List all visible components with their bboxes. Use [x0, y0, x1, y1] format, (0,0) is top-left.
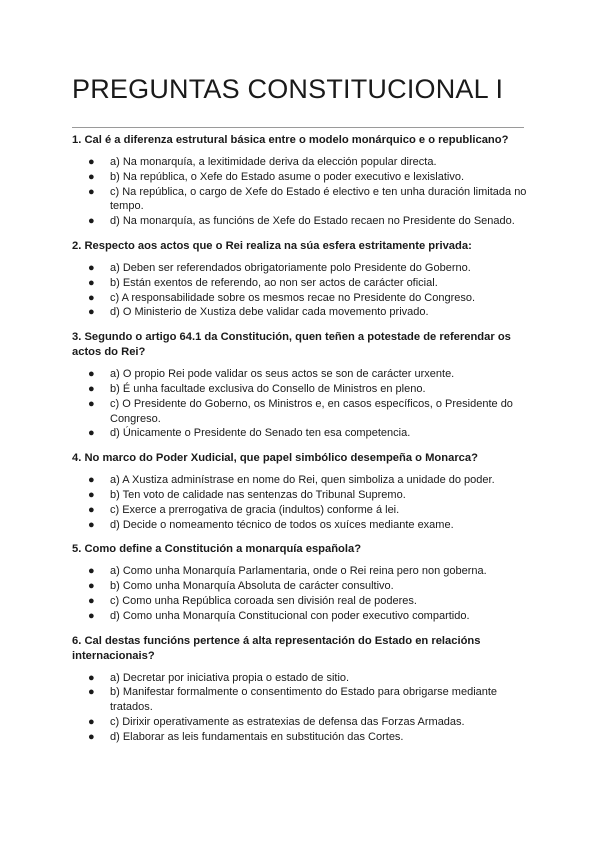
answer-option — [72, 155, 528, 170]
bullet-icon: ● — [88, 580, 95, 593]
bullet-icon: ● — [88, 368, 95, 381]
bullet-icon: ● — [88, 594, 95, 607]
option-list — [72, 367, 528, 441]
bullet-icon: ● — [88, 382, 95, 395]
answer-option — [72, 564, 528, 579]
answer-option — [72, 170, 528, 185]
question-text: 4. No marco do Poder Xudicial, que papel simbólico desempeña o Monarca? — [72, 452, 478, 465]
page-title: PREGUNTAS CONSTITUCIONAL I — [72, 74, 504, 104]
bullet-icon: ● — [88, 715, 95, 728]
bullet-icon: ● — [88, 261, 95, 274]
bullet-icon: ● — [88, 306, 95, 319]
option-list — [72, 155, 528, 229]
option-list — [72, 261, 528, 320]
answer-option — [72, 473, 528, 488]
bullet-icon: ● — [88, 156, 95, 168]
answer-option — [72, 261, 528, 276]
option-text: b) Manifestar formalmente o consentimento do Estado para obrigarse mediante tratados. — [110, 686, 498, 714]
answer-option — [72, 730, 528, 745]
bullet-icon: ● — [88, 730, 95, 743]
option-text: c) Exerce a prerrogativa de gracia (indultos) conforme á lei. — [110, 503, 400, 516]
answer-option — [72, 671, 528, 686]
bullet-icon: ● — [88, 276, 95, 289]
option-text: a) Deben ser referendados obrigatoriamente polo Presidente do Goberno. — [110, 261, 471, 274]
bullet-icon: ● — [88, 427, 95, 440]
option-text: d) Na monarquía, as funcións de Xefe do Estado recaen no Presidente do Senado. — [110, 215, 515, 228]
option-list — [72, 564, 528, 623]
option-text: b) Ten voto de calidade nas sentenzas do Tribunal Supremo. — [110, 488, 406, 501]
option-list — [72, 671, 528, 745]
option-text: c) Dirixir operativamente as estratexias de defensa das Forzas Armadas. — [110, 715, 465, 728]
bullet-icon: ● — [88, 185, 95, 198]
option-text: c) A responsabilidade sobre os mesmos recae no Presidente do Congreso. — [110, 291, 476, 304]
bullet-icon: ● — [88, 170, 95, 183]
option-text: b) É unha facultade exclusiva do Consello de Ministros en pleno. — [110, 382, 426, 395]
answer-option — [72, 426, 528, 441]
option-text: c) Na república, o cargo de Xefe do Estado é electivo e ten unha duración limitada no tempo. — [110, 185, 527, 213]
option-text: b) Como unha Monarquía Absoluta de carácter consultivo. — [110, 580, 394, 593]
answer-option — [72, 305, 528, 320]
option-list — [72, 473, 528, 532]
question-block-3 — [72, 330, 528, 441]
bullet-icon: ● — [88, 503, 95, 516]
option-text: d) O Ministerio de Xustiza debe validar cada movemento privado. — [110, 306, 429, 319]
answer-option — [72, 367, 528, 382]
option-text: b) Na república, o Xefe do Estado asume o poder executivo e lexislativo. — [110, 170, 465, 183]
bullet-icon: ● — [88, 671, 95, 684]
option-text: d) Decide o nomeamento técnico de todos os xuíces mediante exame. — [110, 518, 454, 531]
question-text: 5. Como define a Constitución a monarquía española? — [72, 543, 362, 556]
bullet-icon: ● — [88, 565, 95, 578]
bullet-icon: ● — [88, 488, 95, 501]
answer-option — [72, 503, 528, 518]
answer-option — [72, 382, 528, 397]
option-text: d) Únicamente o Presidente do Senado ten esa competencia. — [110, 427, 411, 440]
option-text: d) Como unha Monarquía Constitucional con poder executivo compartido. — [110, 609, 470, 622]
question-text: 3. Segundo o artigo 64.1 da Constitución, quen teñen a potestade de referendar os actos do Rei? — [72, 331, 511, 359]
question-list — [72, 133, 528, 755]
answer-option — [72, 715, 528, 730]
question-text: 2. Respecto aos actos que o Rei realiza na súa esfera estritamente privada: — [72, 239, 472, 252]
option-text: a) O propio Rei pode validar os seus actos se son de carácter urxente. — [110, 368, 455, 381]
answer-option — [72, 276, 528, 291]
answer-option — [72, 685, 528, 715]
bullet-icon: ● — [88, 291, 95, 304]
answer-option — [72, 214, 528, 229]
title-divider — [72, 127, 524, 128]
question-block-5 — [72, 542, 528, 623]
option-text: a) A Xustiza adminístrase en nome do Rei, quen simboliza a unidade do poder. — [110, 474, 495, 487]
bullet-icon: ● — [88, 474, 95, 487]
bullet-icon: ● — [88, 518, 95, 531]
answer-option — [72, 291, 528, 306]
answer-option — [72, 488, 528, 503]
answer-option — [72, 609, 528, 624]
question-block-4 — [72, 451, 528, 532]
option-text: c) O Presidente do Goberno, os Ministros e, en casos específicos, o Presidente do Congreso. — [110, 397, 513, 425]
answer-option — [72, 594, 528, 609]
answer-option — [72, 185, 528, 215]
question-block-6 — [72, 634, 528, 745]
bullet-icon: ● — [88, 686, 95, 699]
question-text: 6. Cal destas funcións pertence á alta representación do Estado en relacións internacionais? — [72, 634, 481, 662]
bullet-icon: ● — [88, 215, 95, 228]
option-text: c) Como unha República coroada sen división real de poderes. — [110, 594, 417, 607]
question-block-2 — [72, 239, 528, 320]
answer-option — [72, 397, 528, 427]
option-text: d) Elaborar as leis fundamentais en substitución das Cortes. — [110, 730, 404, 743]
bullet-icon: ● — [88, 609, 95, 622]
option-text: a) Como unha Monarquía Parlamentaria, onde o Rei reina pero non goberna. — [110, 565, 487, 578]
option-text: a) Na monarquía, a lexitimidade deriva da elección popular directa. — [110, 156, 437, 168]
option-text: b) Están exentos de referendo, ao non ser actos de carácter oficial. — [110, 276, 438, 289]
question-block-1 — [72, 133, 528, 229]
question-text: 1. Cal é a diferenza estrutural básica entre o modelo monárquico e o republicano? — [72, 134, 509, 146]
answer-option — [72, 579, 528, 594]
answer-option — [72, 518, 528, 533]
option-text: a) Decretar por iniciativa propia o estado de sitio. — [110, 671, 350, 684]
bullet-icon: ● — [88, 397, 95, 410]
